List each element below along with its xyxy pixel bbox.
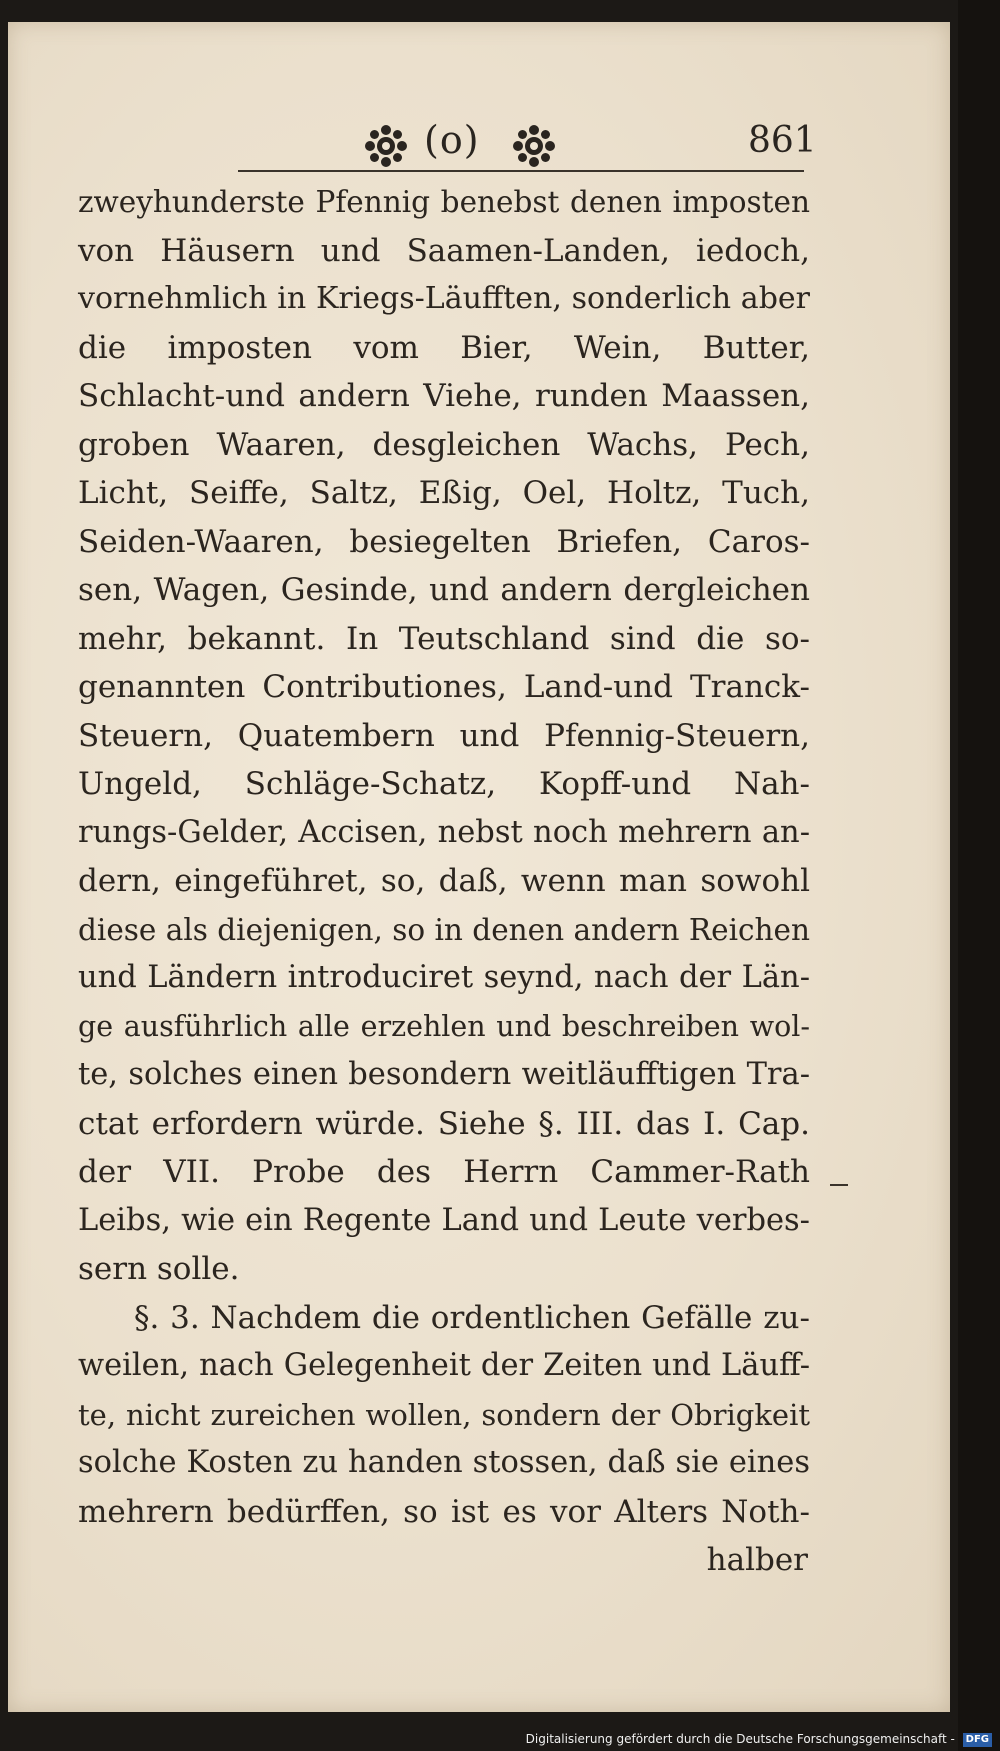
header-rule <box>238 170 804 172</box>
text-line: genannten Contributiones, Land-und Tranck- <box>78 669 810 705</box>
text-line: dern, eingeführet, so, daß, wenn man sowohl <box>78 863 810 899</box>
text-line: ge ausführlich alle erzehlen und beschreiben wol- <box>78 1009 810 1043</box>
dfg-logo: DFG <box>963 1733 992 1747</box>
text-line: sern solle. <box>78 1251 240 1287</box>
text-line: Ungeld, Schläge-Schatz, Kopff-und Nah- <box>78 766 810 802</box>
text-line: rungs-Gelder, Accisen, nebst noch mehrern an- <box>78 814 810 850</box>
flower-ornament-icon <box>364 124 408 168</box>
text-line: die imposten vom Bier, Wein, Butter, <box>78 329 810 366</box>
text-line: und Ländern introduciret seynd, nach der Län- <box>78 960 810 995</box>
credit-text: Digitalisierung gefördert durch die Deutsche Forschungsgemeinschaft - <box>525 1732 955 1746</box>
text-line: groben Waaren, desgleichen Wachs, Pech, <box>78 426 810 463</box>
body-text <box>78 178 810 1585</box>
text-line: zweyhunderste Pfennig benebst denen imposten <box>78 185 810 219</box>
text-line: mehr, bekannt. In Teutschland sind die so- <box>78 620 810 657</box>
flower-ornament-icon <box>512 124 556 168</box>
margin-mark <box>830 1184 848 1186</box>
book-page <box>8 22 950 1712</box>
text-line: sen, Wagen, Gesinde, und andern dergleichen <box>78 572 810 608</box>
text-line: te, solches einen besondern weitläufftigen Tra- <box>78 1057 810 1092</box>
signature-mark: (o) <box>424 118 480 162</box>
page-number: 861 <box>748 120 817 161</box>
scan-edge <box>958 0 1000 1751</box>
paragraph-start-line: §. 3. Nachdem die ordentlichen Gefälle zu- <box>134 1299 810 1336</box>
text-line: der VII. Probe des Herrn Cammer-Rath <box>78 1154 810 1190</box>
text-line: mehrern bedürffen, so ist es vor Alters Noth- <box>78 1493 810 1530</box>
text-line: diese als diejenigen, so in denen andern Reichen <box>78 912 810 947</box>
digitization-credit <box>526 1727 992 1751</box>
text-line: Seiden-Waaren, besiegelten Briefen, Caros- <box>78 523 810 560</box>
text-line: solche Kosten zu handen stossen, daß sie eines <box>78 1445 810 1480</box>
text-line: von Häusern und Saamen-Landen, iedoch, <box>78 232 810 269</box>
text-line: weilen, nach Gelegenheit der Zeiten und Läuff- <box>78 1348 810 1383</box>
page-header <box>78 118 817 178</box>
text-line: ctat erfordern würde. Siehe §. III. das I. Cap. <box>78 1105 810 1142</box>
catchword: halber <box>706 1542 808 1578</box>
text-line: Licht, Seiffe, Saltz, Eßig, Oel, Holtz, Tuch, <box>78 475 810 511</box>
text-line: Leibs, wie ein Regente Land und Leute verbes- <box>78 1202 810 1238</box>
text-line: vornehmlich in Kriegs-Läufften, sonderlich aber <box>78 281 810 316</box>
text-line: Schlacht-und andern Viehe, runden Maassen, <box>78 378 810 414</box>
text-line: Steuern, Quatembern und Pfennig-Steuern, <box>78 717 810 754</box>
text-line: te, nicht zureichen wollen, sondern der Obrigkeit <box>78 1397 810 1432</box>
